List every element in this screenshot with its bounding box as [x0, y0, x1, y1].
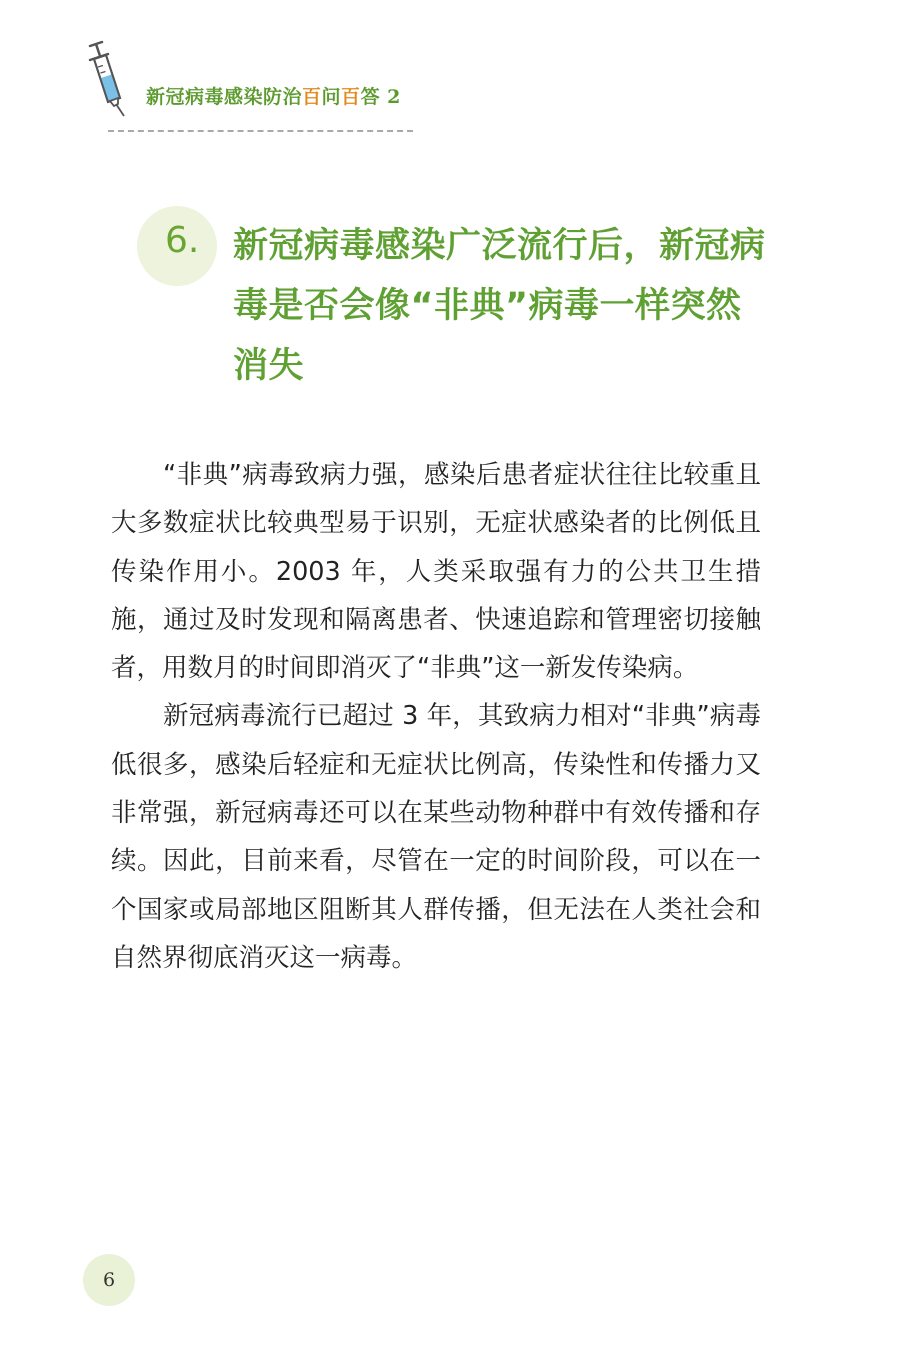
- header-divider: [108, 130, 413, 132]
- book-title-mid: 问: [321, 86, 342, 108]
- book-title-main: 新冠病毒感染防治: [146, 86, 303, 108]
- running-header: [80, 40, 440, 140]
- page-number: 6: [83, 1254, 135, 1306]
- book-title-end: 答 2: [360, 86, 401, 108]
- syringe-icon: [82, 40, 138, 118]
- answer-paragraph: 新冠病毒流行已超过 3 年，其致病力相对“非典”病毒低很多，感染后轻症和无症状比例高，传染性和传播力又非常强，新冠病毒还可以在某些动物种群中有效传播和存续。因此，目前来看，尽管在一定的时间阶段，可以在一个国家或局部地区阻断其人群传播，但无法在人类社会和自然界彻底消灭这一病毒。: [111, 701, 761, 973]
- book-title: [146, 82, 401, 109]
- answer-body: [111, 451, 761, 982]
- question-number-badge: [137, 206, 217, 286]
- answer-paragraph: “非典”病毒致病力强，感染后患者症状往往比较重且大多数症状比较典型易于识别，无症状感染者的比例低且传染作用小。2003 年，人类采取强有力的公共卫生措施，通过及时发现和隔离患者、快速追踪和管理密切接触者，用数月的时间即消灭了“非典”这一新发传染病。: [111, 460, 761, 684]
- question-number: 6.: [165, 220, 200, 261]
- book-title-accent: 百: [341, 86, 361, 108]
- question-title: 新冠病毒感染广泛流行后，新冠病毒是否会像“非典”病毒一样突然消失: [233, 226, 766, 386]
- book-title-accent: 百: [302, 86, 322, 108]
